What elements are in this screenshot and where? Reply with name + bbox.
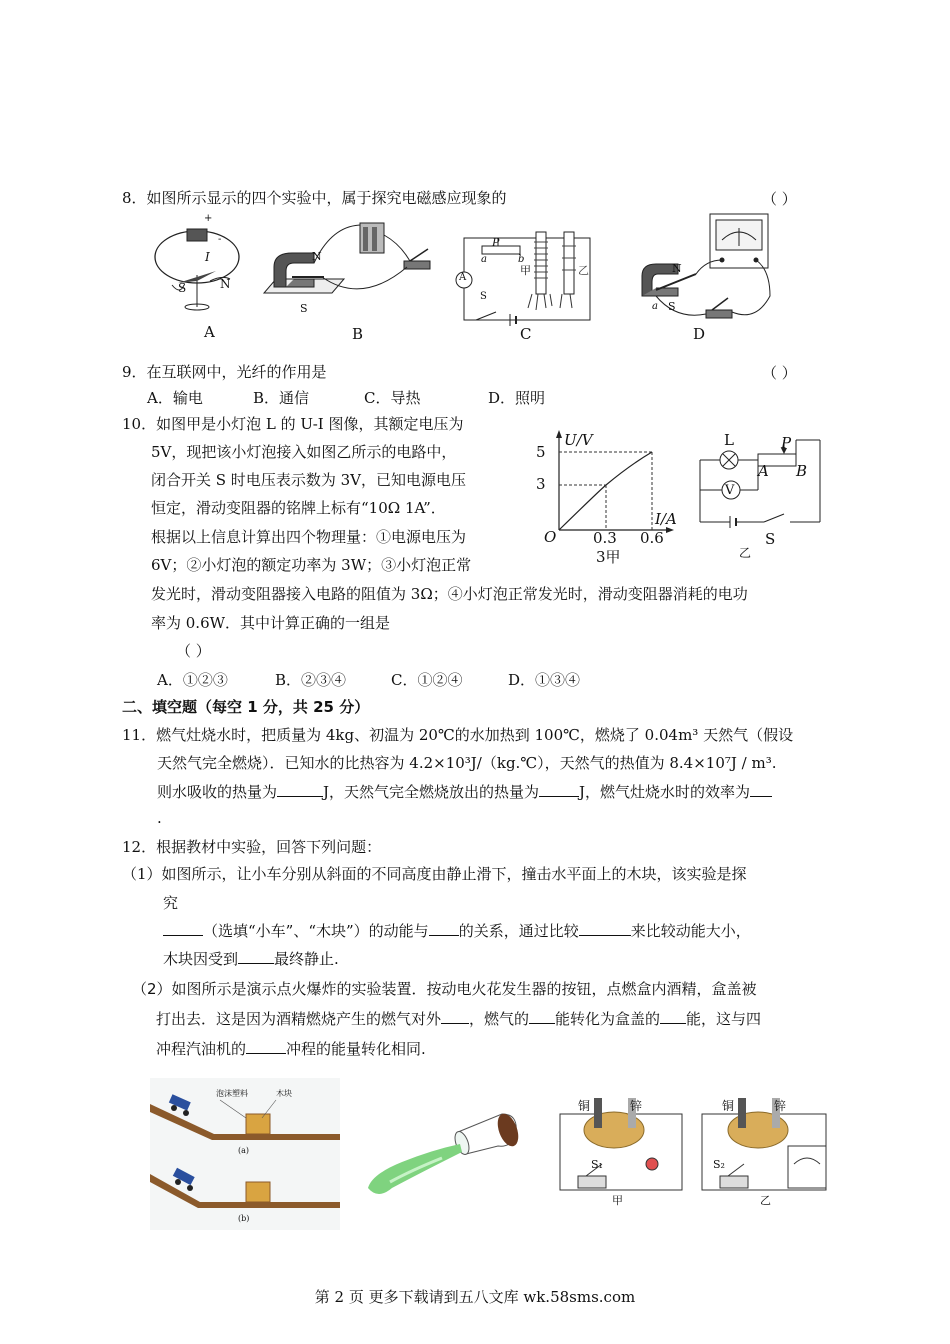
page-footer: 第 2 页 更多下载请到五八文库 wk.58sms.com [314,1288,636,1306]
circuit-a: A [758,462,769,480]
q12-text-1d: 木块因受到 [163,950,239,968]
fig-b-s: S [300,302,308,315]
section-2-title: 二、填空题（每空 1 分，共 25 分） [122,698,370,716]
graph-tick-06: 0.6 [640,529,664,547]
q12-p1-line-1: （1）如图所示，让小车分别从斜面的不同高度由静止滑下，撞击水平面上的木块，该实验是探 [122,865,747,883]
ramp-block-label: 木块 [276,1089,292,1098]
potato-jia-cu: 铜 [578,1099,591,1113]
q10-line-3: 闭合开关 S 时电压表示数为 3V，已知电源电压 [151,471,466,489]
ramp-foam-label: 泡沫塑料 [216,1089,248,1098]
q10-line-4: 恒定，滑动变阻器的铭牌上标有“10Ω 1A”． [151,499,446,517]
fig-a-s: S [178,281,187,295]
circuit-l: L [724,431,734,449]
graph-tick-3: 3 [536,475,546,493]
q12-blank-2[interactable] [429,921,459,936]
q11-period: . [157,809,162,827]
fig-c-p: P [492,236,500,249]
fig-d-n: N [672,262,682,275]
q11-line-1: 11．燃气灶烧水时，把质量为 4kg、初温为 20℃的水加热到 100℃，燃烧了 0.04m³ 天然气（假设 [122,726,794,744]
fig-a-n: N [220,277,231,291]
fig-c-a: a [481,254,487,265]
fig-c-jia: 甲 [520,264,531,277]
graph-ylabel: U/V [564,431,593,449]
circuit-b: B [796,462,808,480]
q8-figure-b [262,215,442,315]
potato-circuit-yi [698,1092,832,1202]
q12-text-2b: ，燃气的 [469,1010,530,1028]
q11-text-c: J，燃气灶烧水时的效率为 [579,783,751,801]
q12-text-2c: 能转化为盒盖的 [555,1010,661,1028]
q12-p2-line-3 [156,1039,426,1059]
q12-blank-7[interactable] [660,1009,686,1024]
q8-paren: （ ） [762,190,797,208]
graph-tick-03: 0.3 [593,529,617,547]
circuit-s: S [765,530,776,548]
potato-jia-switch: S₁ [591,1158,603,1171]
fig-d-a: a [652,301,658,312]
q9-option-c: C．导热 [364,389,421,407]
circuit-voltmeter: V [725,483,735,498]
graph-caption: 3甲 [596,548,621,566]
q11-blank-1[interactable] [277,782,323,797]
graph-xlabel: I/A [655,510,677,528]
q11-line-3 [157,782,772,802]
q12-blank-1[interactable] [163,921,203,936]
q12-p2-line-2 [156,1009,761,1029]
graph-origin: O [544,528,557,546]
q10-line-8: 率为 0.6W．其中计算正确的一组是 [151,614,391,632]
q10-option-b: B．②③④ [275,671,347,689]
q12-text-2e: 冲程汽油机的 [156,1040,247,1058]
potato-yi-switch: S₂ [713,1158,725,1171]
q12-text-2d: 能，这与四 [686,1010,762,1028]
q12-text-2a: 打出去．这是因为酒精燃烧产生的燃气对外 [156,1010,442,1028]
q10-option-c: C．①②④ [391,671,463,689]
q11-blank-3[interactable] [750,782,772,797]
circuit-p: P [781,434,792,452]
q10-circuit [694,436,824,526]
q9-stem: 9．在互联网中，光纤的作用是 [122,363,327,381]
fig-b-n: N [312,250,322,263]
potato-jia-zn: 锌 [630,1099,643,1113]
q11-text-b: J，天然气完全燃烧放出的热量为 [323,783,540,801]
q12-p1-line-3 [163,921,751,941]
fig-label-c: C [520,325,532,343]
graph-tick-5: 5 [536,443,546,461]
fig-label-a: A [204,323,215,341]
q12-text-1a: （选填“小车”、“木块”）的动能与 [203,922,429,940]
fig-c-s: S [480,291,487,302]
q12-text-1b: 的关系，通过比较 [458,922,579,940]
q9-option-d: D．照明 [488,389,546,407]
potato-yi-caption: 乙 [760,1194,771,1207]
fig-d-s: S [668,300,676,313]
q12-stem: 12．根据教材中实验，回答下列问题： [122,838,382,856]
q8-figure-a [150,215,250,315]
alcohol-explosion-figure [362,1100,522,1200]
q9-paren: （ ） [762,364,797,382]
q11-line-2: 天然气完全燃烧）．已知水的比热容为 4.2×10³J/（kg.℃），天然气的热值为 8.4×10⁷J / m³. [157,754,777,772]
q10-paren: （ ） [176,642,211,660]
q12-p1-line-2: 究 [163,894,179,912]
q10-line-2: 5V，现把该小灯泡接入如图乙所示的电路中， [151,443,457,461]
q10-line-1: 10．如图甲是小灯泡 L 的 U-I 图像，其额定电压为 [122,415,464,433]
q12-blank-4[interactable] [238,949,274,964]
fig-a-current: I [205,250,210,264]
q12-blank-5[interactable] [441,1009,469,1024]
potato-circuit-jia [556,1092,686,1202]
fig-c-yi: 乙 [578,264,589,277]
q10-line-7: 发光时，滑动变阻器接入电路的阻值为 3Ω；④小灯泡正常发光时，滑动变阻器消耗的电功 [151,585,748,603]
fig-c-ammeter: A [459,272,467,283]
q12-text-1e: 最终静止. [274,950,339,968]
q11-blank-2[interactable] [539,782,579,797]
q12-blank-8[interactable] [246,1039,286,1054]
potato-yi-zn: 锌 [774,1099,787,1113]
q12-text-1c: 来比较动能大小， [630,922,751,940]
q12-p1-line-4 [163,949,339,969]
potato-yi-cu: 铜 [722,1099,735,1113]
circuit-caption: 乙 [739,546,752,560]
q10-line-5: 根据以上信息计算出四个物理量：①电源电压为 [151,528,467,546]
q10-option-d: D．①③④ [508,671,581,689]
fig-label-d: D [693,325,706,343]
ramp-caption-b: (b) [238,1214,250,1223]
q10-line-6: 6V；②小灯泡的额定功率为 3W；③小灯泡正常 [151,556,472,574]
fig-label-b: B [352,325,364,343]
q9-option-a: A．输电 [147,389,203,407]
q11-text-a: 则水吸收的热量为 [157,783,278,801]
potato-jia-caption: 甲 [612,1194,623,1207]
q8-stem: 8．如图所示显示的四个实验中，属于探究电磁感应现象的 [122,189,507,207]
q12-text-2f: 冲程的能量转化相同. [286,1040,426,1058]
q10-option-a: A．①②③ [157,671,228,689]
fig-c-b: b [518,254,525,265]
q12-blank-6[interactable] [529,1009,555,1024]
q12-blank-3[interactable] [579,921,631,936]
ramp-caption-a: (a) [238,1146,250,1155]
q9-option-b: B．通信 [253,389,310,407]
fig-a-plus: + [204,213,213,224]
fig-a-minus: - [218,234,222,245]
q12-p2-line-1: （2）如图所示是演示点火爆炸的实验装置．按动电火花发生器的按钮，点燃盒内酒精，盒盖被 [132,980,757,998]
